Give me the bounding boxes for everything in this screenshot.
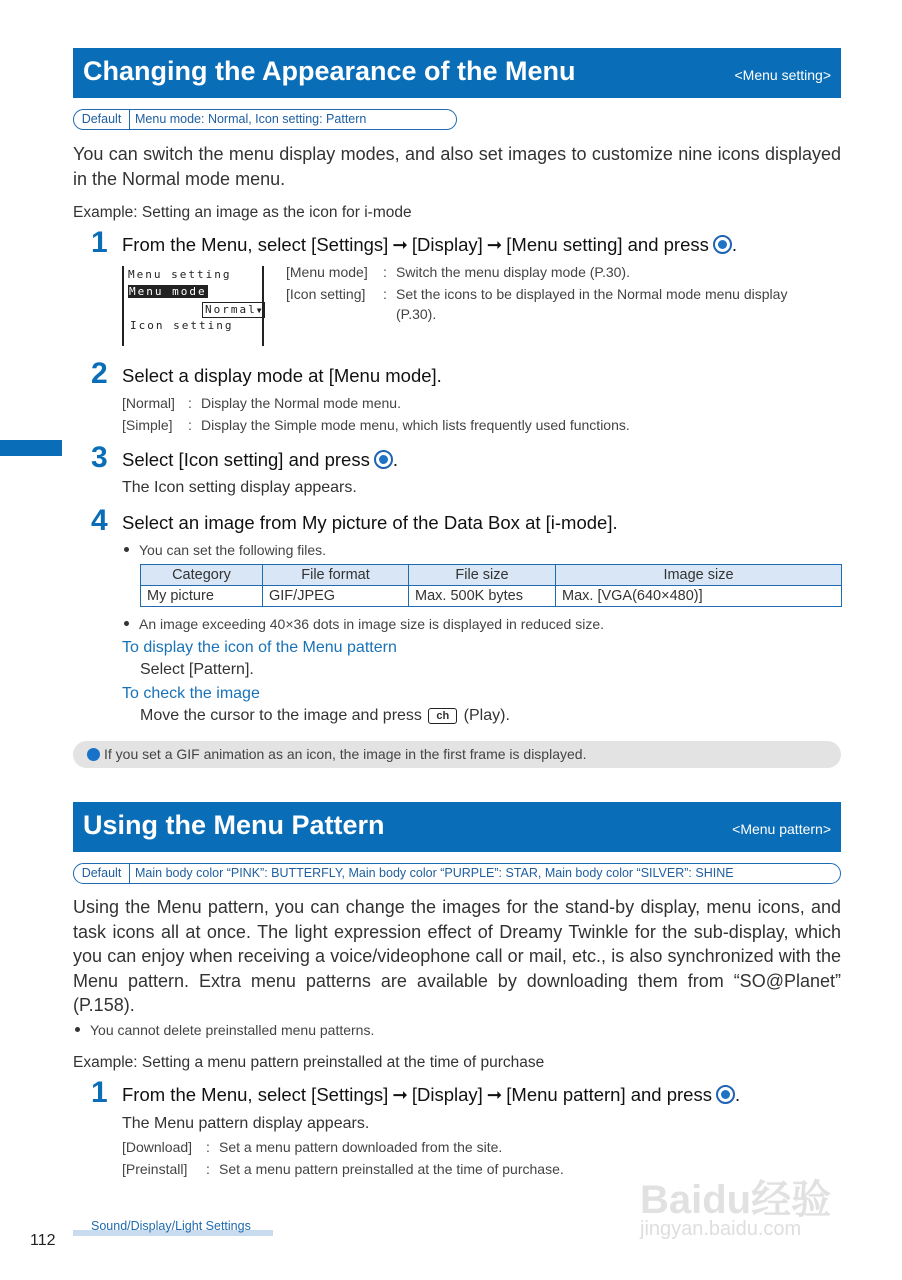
step-text-part: From the Menu, select [Settings]: [122, 1084, 389, 1105]
bullet-dot-icon: [75, 1027, 80, 1032]
def-key: [Download]: [122, 1139, 193, 1155]
screen-select-value: Normal: [205, 303, 257, 316]
def-row-icon-setting: [286, 286, 842, 326]
def-key: [Icon setting]: [286, 286, 366, 302]
default-settings-pill: [73, 109, 457, 130]
screen-title: Menu setting: [128, 268, 232, 281]
subheading-body: Select [Pattern].: [140, 661, 254, 678]
screen-select-normal: [202, 302, 265, 318]
def-value: Set a menu pattern downloaded from the site.: [219, 1139, 503, 1155]
section-header-menu-pattern: [73, 802, 841, 852]
arrow-right-icon: ➞: [392, 1084, 408, 1105]
step-text-part: Select [Icon setting] and press: [122, 449, 370, 470]
def-colon: :: [383, 264, 387, 280]
table-cell: Max. [VGA(640×480)]: [556, 586, 842, 607]
step-number: 3: [91, 441, 108, 474]
def-key: [Simple]: [122, 417, 173, 433]
def-row-simple: [122, 417, 822, 437]
step-description: The Icon setting display appears.: [122, 479, 357, 496]
step-text-part: From the Menu, select [Settings]: [122, 234, 389, 255]
screen-item-menu-mode: Menu mode: [129, 285, 207, 298]
step-text: [122, 449, 398, 471]
def-value: Display the Normal mode menu.: [201, 395, 401, 411]
table-row: [141, 586, 842, 607]
step-number: 1: [91, 1076, 108, 1109]
default-settings-pill: [73, 863, 841, 884]
subheading-body: [140, 707, 510, 725]
intro-paragraph: Using the Menu pattern, you can change the images for the stand-by display, menu icons, and task icons all at once. The light expression effect of Dreamy Twinkle for the sub-display, which you can enjoy when receiving a voice/videophone call or mail, etc., is also synchronized with the Menu pattern. Extra menu patterns are available by downloading them from “SO@Planet” (P.158).: [73, 897, 841, 1015]
arrow-right-icon: ➞: [486, 1084, 503, 1105]
default-value: Main body color “PINK”: BUTTERFLY, Main body color “PURPLE”: STAR, Main body color “SILVER”: SHINE: [135, 866, 734, 880]
def-value: Switch the menu display mode (P.30).: [396, 264, 630, 280]
def-row-menu-mode: [286, 264, 842, 284]
def-row-normal: [122, 395, 822, 415]
section-header-menu-setting: [73, 48, 841, 98]
step-text-part: [Menu setting] and press: [506, 234, 709, 255]
def-row-download: [122, 1139, 822, 1159]
center-key-icon: [374, 450, 393, 469]
step-text-part: [Display]: [411, 234, 483, 255]
def-value: Display the Simple mode menu, which lists frequently used functions.: [201, 417, 630, 433]
body-text: Move the cursor to the image and press: [140, 707, 422, 724]
step-text-part: [Menu pattern] and press: [506, 1084, 712, 1105]
def-key: [Normal]: [122, 395, 175, 411]
table-header: File format: [263, 565, 409, 586]
bullet-item: [75, 1022, 374, 1038]
example-text: Example: Setting an image as the icon for i-mode: [73, 204, 412, 221]
file-spec-table: [140, 564, 842, 607]
arrow-right-icon: ➞: [486, 234, 503, 255]
step-number: 1: [91, 226, 108, 259]
section-title: Changing the Appearance of the Menu: [83, 56, 576, 86]
table-header: Image size: [556, 565, 842, 586]
watermark-logo: Baidu经验: [640, 1178, 832, 1222]
bullet-item: [124, 616, 604, 632]
body-text: (Play).: [463, 707, 510, 724]
def-key: [Preinstall]: [122, 1161, 188, 1177]
example-text: Example: Setting a menu pattern preinstalled at the time of purchase: [73, 1054, 545, 1071]
step-text-end: .: [734, 1084, 741, 1105]
def-colon: :: [383, 286, 387, 302]
menu-setting-screen: [122, 266, 264, 346]
page-number: 112: [30, 1232, 56, 1249]
watermark-url: jingyan.baidu.com: [640, 1218, 802, 1240]
def-colon: :: [206, 1139, 210, 1155]
intro-paragraph: You can switch the menu display modes, and also set images to customize nine icons displayed in the Normal mode menu.: [73, 144, 841, 189]
step-text: [122, 234, 737, 256]
table-header: Category: [141, 565, 263, 586]
default-value: Menu mode: Normal, Icon setting: Pattern: [135, 112, 367, 126]
def-value-cont: (P.30).: [396, 306, 437, 322]
note-bar: [73, 741, 841, 768]
section-tag: <Menu setting>: [734, 67, 831, 83]
center-key-icon: [713, 235, 732, 254]
table-header-row: [141, 565, 842, 586]
arrow-right-icon: ➞: [392, 234, 408, 255]
subheading-menu-pattern-icon: To display the icon of the Menu pattern: [122, 639, 397, 656]
table-header: File size: [409, 565, 556, 586]
def-colon: :: [206, 1161, 210, 1177]
play-key-icon: ch: [428, 708, 457, 724]
table-cell: Max. 500K bytes: [409, 586, 556, 607]
def-colon: :: [188, 395, 192, 411]
step-text-end: .: [731, 234, 738, 255]
step-description: The Menu pattern display appears.: [122, 1115, 370, 1132]
bullet-text: You cannot delete preinstalled menu patterns.: [90, 1022, 375, 1038]
step-text: Select a display mode at [Menu mode].: [122, 365, 442, 386]
def-colon: :: [188, 417, 192, 433]
default-label: Default: [74, 110, 130, 129]
def-key: [Menu mode]: [286, 264, 368, 280]
step-text-part: [Display]: [411, 1084, 483, 1105]
screen-item-icon-setting: Icon setting: [130, 319, 234, 332]
default-label: Default: [74, 864, 130, 883]
step-number: 4: [91, 504, 108, 537]
bullet-dot-icon: [124, 547, 129, 552]
info-dot-icon: [87, 748, 100, 761]
subheading-check-image: To check the image: [122, 685, 260, 702]
bullet-dot-icon: [124, 621, 129, 626]
step-text: Select an image from My picture of the Data Box at [i-mode].: [122, 512, 618, 533]
dropdown-arrow-icon: ▼: [256, 306, 262, 315]
def-value: Set a menu pattern preinstalled at the time of purchase.: [219, 1161, 564, 1177]
note-text: If you set a GIF animation as an icon, the image in the first frame is displayed.: [104, 746, 587, 762]
section-title: Using the Menu Pattern: [83, 810, 385, 840]
center-key-icon: [716, 1085, 735, 1104]
table-cell: GIF/JPEG: [263, 586, 409, 607]
step-text-end: .: [392, 449, 398, 470]
chapter-label: Sound/Display/Light Settings: [91, 1219, 251, 1233]
def-value: Set the icons to be displayed in the Normal mode menu display: [396, 286, 788, 302]
step-text: [122, 1084, 740, 1106]
bullet-item: [124, 542, 326, 558]
table-cell: My picture: [141, 586, 263, 607]
step-number: 2: [91, 357, 108, 390]
section-tag: <Menu pattern>: [732, 821, 831, 837]
chapter-side-tab: [0, 440, 62, 456]
bullet-text: An image exceeding 40×36 dots in image size is displayed in reduced size.: [139, 616, 605, 632]
bullet-text: You can set the following files.: [139, 542, 327, 558]
